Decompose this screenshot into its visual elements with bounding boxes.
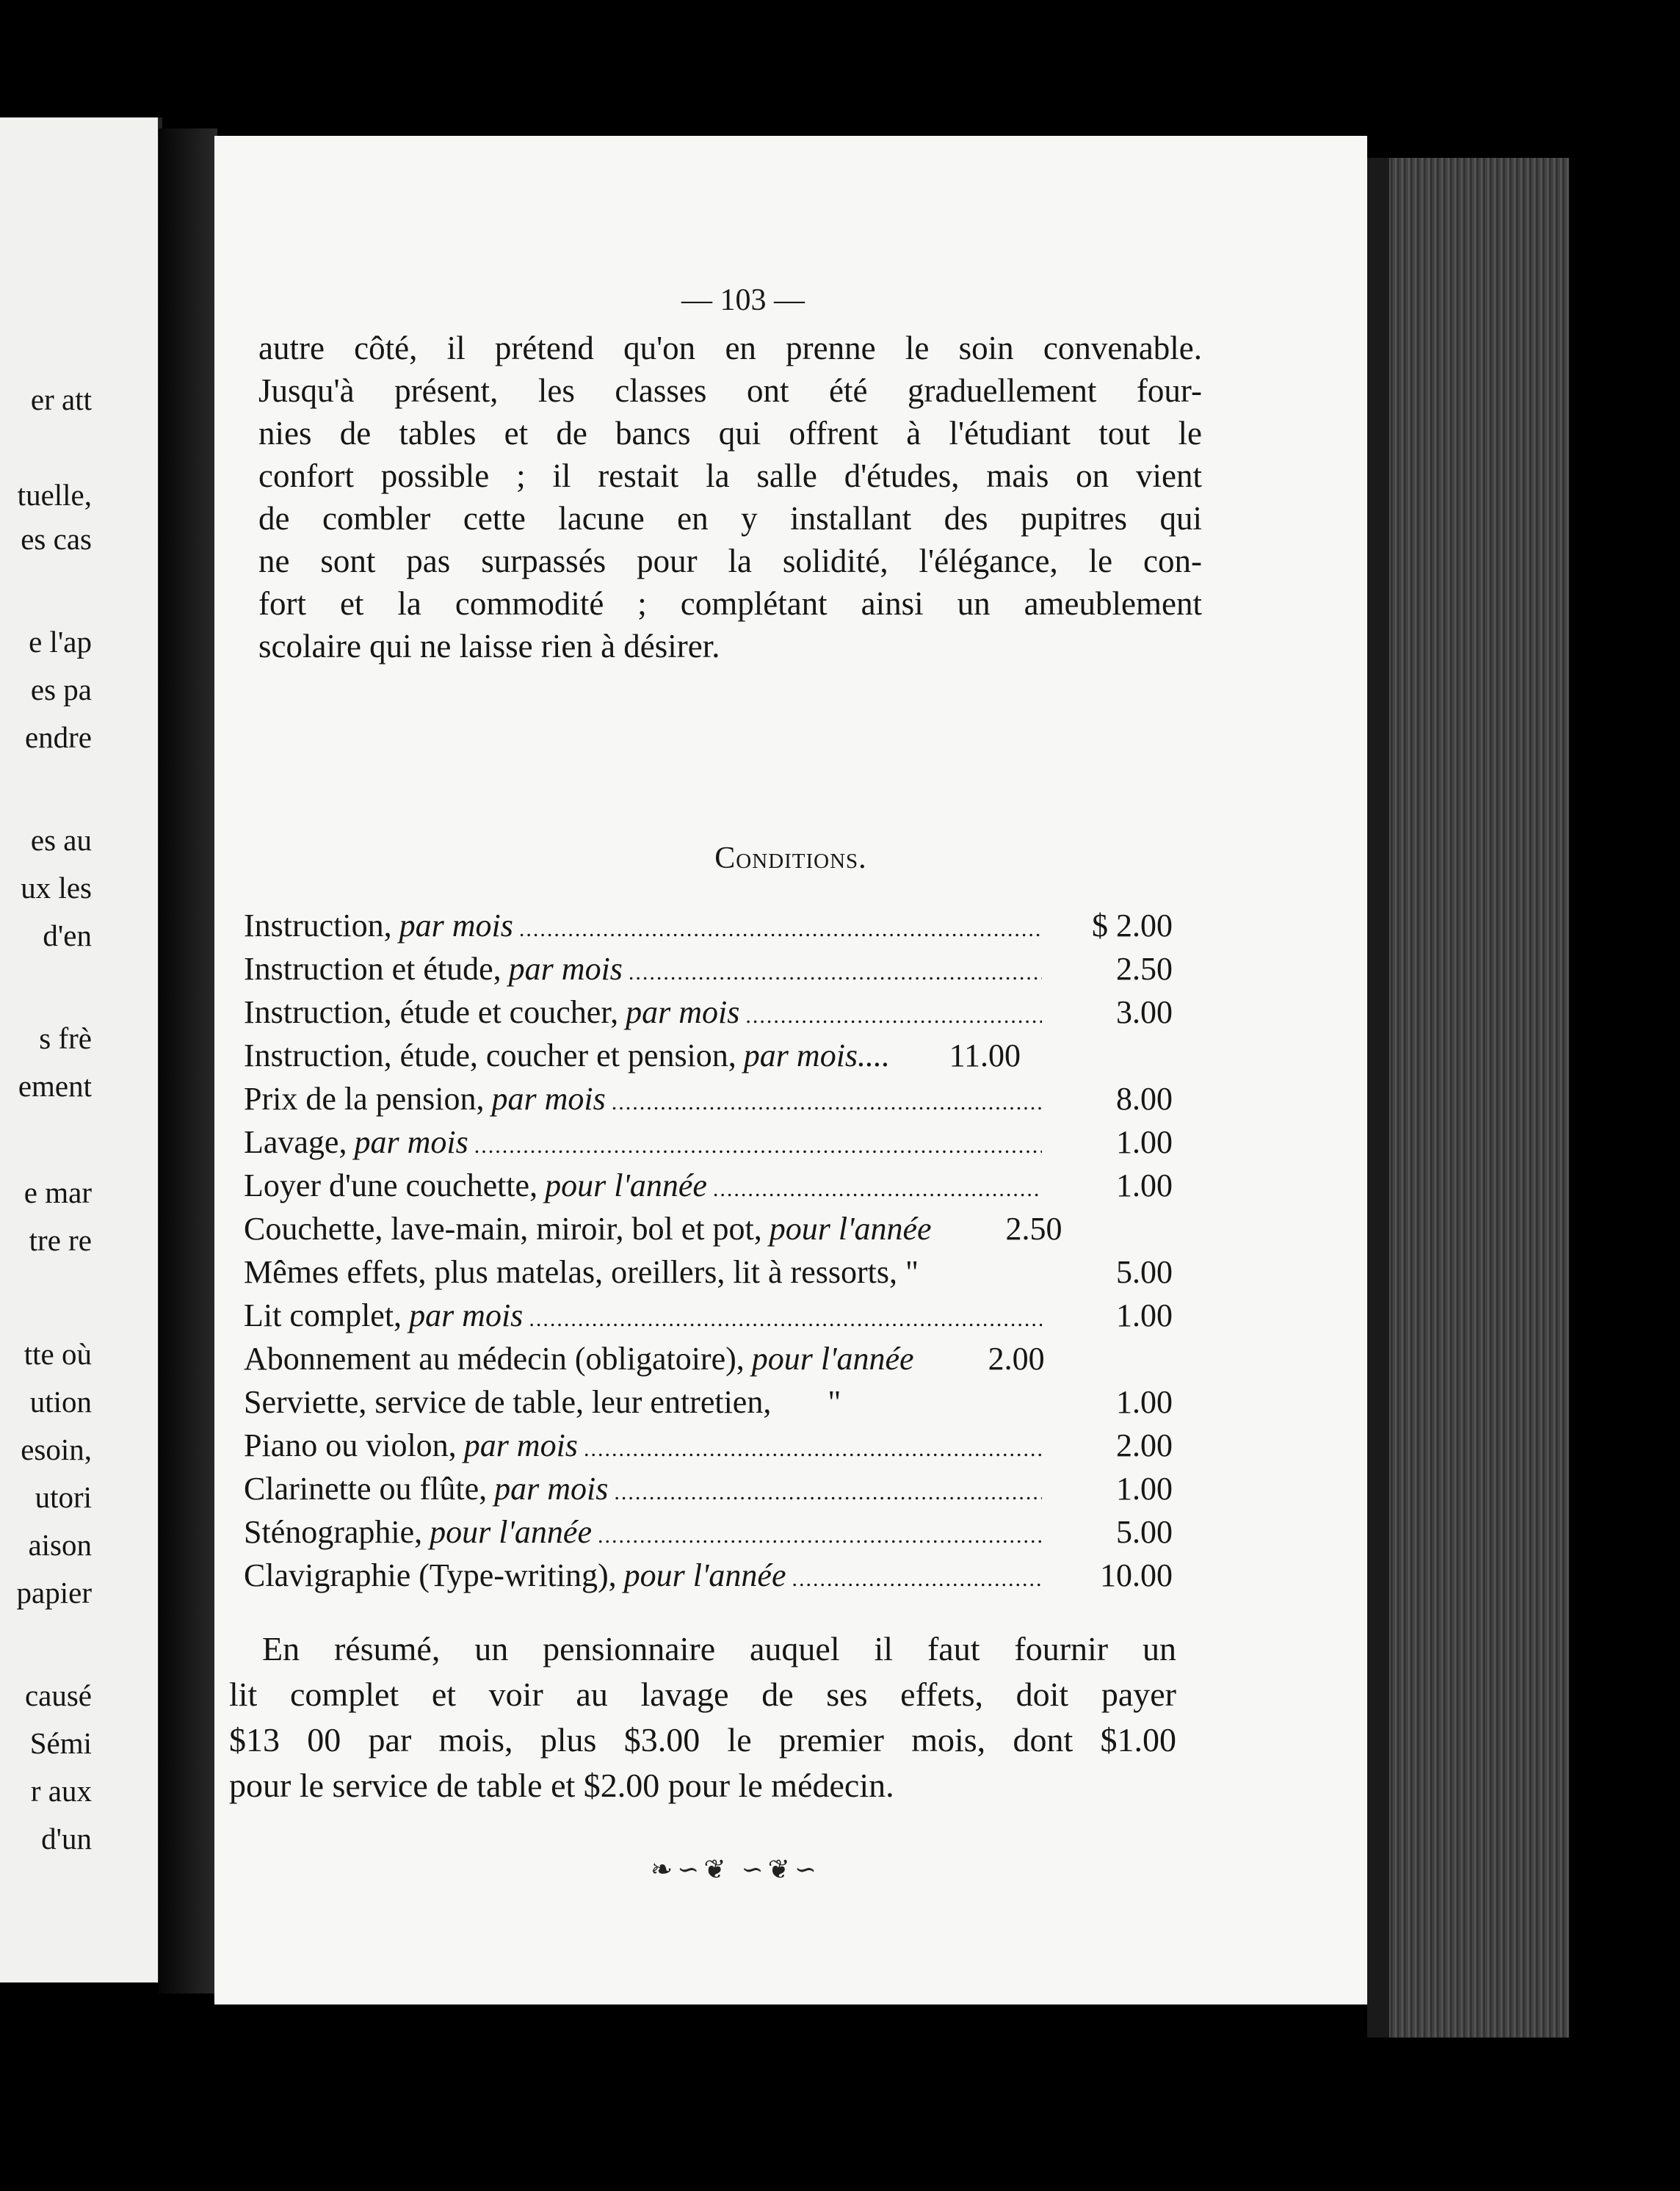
left-page-fragment: aison	[28, 1528, 92, 1562]
price-value: 3.00	[1116, 994, 1173, 1030]
prose-line: autre côté, il prétend qu'on en prenne le soin convenable.	[258, 330, 1202, 366]
price-value: 1.00	[1116, 1384, 1173, 1420]
price-row	[244, 1427, 1173, 1470]
left-page-fragment: es pa	[30, 673, 92, 706]
book-page	[214, 136, 1367, 2005]
price-item-label: Prix de la pension,	[244, 1081, 485, 1117]
dot-leader	[612, 1090, 1042, 1115]
price-value: 1.00	[1116, 1167, 1173, 1203]
left-page-fragment: d'un	[41, 1822, 92, 1855]
price-item-label: Abonnement au médecin (obligatoire),	[244, 1341, 745, 1377]
dot-leader	[713, 1177, 1042, 1202]
left-page-fragment: causé	[24, 1678, 92, 1712]
dot-leader	[584, 1437, 1042, 1462]
book-edge-shadow	[1367, 158, 1389, 2038]
price-item-unit: par mois	[491, 1081, 606, 1117]
price-item-label: Clavigraphie (Type-writing),	[244, 1557, 617, 1593]
price-item-label: Sténographie,	[244, 1514, 423, 1550]
price-item-unit: par mois	[508, 951, 623, 987]
price-item-label: Instruction, étude et coucher,	[244, 994, 619, 1030]
price-item-unit: pour l'année	[430, 1514, 592, 1550]
dot-leader	[529, 1307, 1042, 1332]
left-page-fragment: utori	[35, 1480, 92, 1514]
price-item-label: Serviette, service de table, leur entretien, "	[244, 1384, 841, 1420]
price-row	[244, 1210, 1173, 1253]
summary-line: En résumé, un pensionnaire auquel il faut fournir un	[262, 1630, 1176, 1667]
price-row	[244, 1253, 1173, 1297]
price-value: 8.00	[1116, 1081, 1173, 1117]
price-item-unit: pour l'année	[769, 1211, 932, 1247]
prose-line: de combler cette lacune en y installant des pupitres qui	[258, 500, 1202, 537]
left-page-fragment: es au	[30, 823, 92, 857]
dot-leader	[629, 960, 1042, 985]
left-page-fragment: tte où	[23, 1337, 92, 1371]
summary-line: $13 00 par mois, plus $3.00 le premier mois, dont $1.00	[229, 1721, 1176, 1759]
price-item-unit: par mois	[626, 994, 740, 1030]
price-value: 2.00	[1116, 1427, 1173, 1463]
left-page-fragment: endre	[24, 720, 92, 754]
prose-line: Jusqu'à présent, les classes ont été graduellement four-	[258, 372, 1202, 409]
left-page-fragment: esoin,	[21, 1433, 92, 1466]
dot-leader	[474, 1134, 1042, 1159]
price-row	[244, 1470, 1173, 1513]
price-row	[244, 1080, 1173, 1123]
price-item-label: Instruction, étude, coucher et pension,	[244, 1037, 736, 1073]
dot-leader	[745, 1004, 1042, 1029]
decorative-ornament: ❧∽❦ ∽❦∽	[651, 1855, 821, 1884]
price-row	[244, 1123, 1173, 1167]
price-row	[244, 1297, 1173, 1340]
dot-leader	[598, 1524, 1042, 1549]
price-row	[244, 1513, 1173, 1557]
price-row	[244, 1037, 1173, 1080]
price-value: 5.00	[1116, 1254, 1173, 1290]
prose-line: ne sont pas surpassés pour la solidité, l'élégance, le con-	[258, 543, 1202, 579]
dot-leader	[792, 1567, 1042, 1592]
price-value: 1.00	[1116, 1124, 1173, 1160]
page-number: — 103 —	[681, 283, 805, 317]
dot-leader	[614, 1480, 1042, 1505]
prose-line: nies de tables et de bancs qui offrent à l'étudiant tout le	[258, 415, 1202, 452]
summary-paragraph	[229, 1626, 1176, 1808]
prose-line: confort possible ; il restait la salle d'études, mais on vient	[258, 457, 1202, 494]
price-value: 10.00	[1100, 1557, 1173, 1593]
price-item-unit: pour l'année	[545, 1167, 707, 1203]
prose-line: scolaire qui ne laisse rien à désirer.	[258, 628, 720, 664]
price-item-unit: par mois	[409, 1297, 524, 1333]
price-item-label: Lit complet,	[244, 1297, 402, 1333]
price-item-unit: par mois....	[743, 1037, 891, 1073]
left-page-fragment: d'en	[43, 919, 92, 952]
price-value: 1.00	[1116, 1297, 1173, 1333]
left-page-fragment: ution	[29, 1385, 92, 1419]
price-value: 2.00	[988, 1341, 1045, 1377]
price-item-unit: pour l'année	[751, 1341, 914, 1377]
price-item-unit: par mois	[399, 908, 513, 944]
left-page-fragment: papier	[16, 1576, 92, 1609]
price-item-unit: par mois	[463, 1427, 578, 1463]
price-value: $ 2.00	[1092, 908, 1173, 944]
left-page-fragment: er att	[30, 383, 92, 416]
price-row	[244, 907, 1173, 950]
left-page-fragment: e mar	[23, 1176, 92, 1209]
price-item-unit: par mois	[494, 1471, 609, 1507]
price-item-label: Mêmes effets, plus matelas, oreillers, lit à ressorts, "	[244, 1254, 919, 1290]
left-page-fragment: e l'ap	[29, 625, 92, 659]
price-row	[244, 993, 1173, 1037]
price-item-label: Lavage,	[244, 1124, 347, 1160]
price-item-label: Couchette, lave-main, miroir, bol et pot,	[244, 1211, 762, 1247]
conditions-price-list	[244, 907, 1173, 1600]
price-value: 2.50	[1116, 951, 1173, 987]
price-item-label: Clarinette ou flûte,	[244, 1471, 488, 1507]
previous-page	[0, 117, 162, 1982]
intro-paragraph	[258, 327, 1202, 667]
price-value: 5.00	[1116, 1514, 1173, 1550]
left-page-fragment: es cas	[21, 522, 92, 556]
price-item-label: Loyer d'une couchette,	[244, 1167, 538, 1203]
left-page-fragment: tuelle,	[17, 478, 92, 512]
price-item-unit: par mois	[354, 1124, 468, 1160]
book-gutter	[159, 128, 217, 1993]
price-item-label: Instruction,	[244, 908, 392, 944]
left-page-fragment: Sémi	[29, 1726, 92, 1760]
price-row	[244, 1167, 1173, 1210]
summary-line: lit complet et voir au lavage de ses effets, doit payer	[229, 1676, 1176, 1713]
book-page-edges	[1367, 158, 1569, 2038]
price-item-label: Instruction et étude,	[244, 951, 502, 987]
conditions-heading: Conditions.	[714, 841, 867, 875]
summary-line: pour le service de table et $2.00 pour le médecin.	[229, 1767, 894, 1804]
price-row	[244, 1557, 1173, 1600]
left-page-fragment: s frè	[39, 1021, 92, 1055]
price-item-label: Piano ou violon,	[244, 1427, 457, 1463]
left-page-fragment: ux les	[21, 871, 92, 905]
left-page-fragment: tre re	[29, 1223, 92, 1257]
price-row	[244, 1340, 1173, 1383]
price-row	[244, 950, 1173, 993]
left-page-fragment: ement	[18, 1069, 92, 1103]
dot-leader	[519, 917, 1042, 942]
price-value: 11.00	[949, 1037, 1021, 1073]
price-row	[244, 1383, 1173, 1427]
left-page-fragment: r aux	[30, 1774, 92, 1808]
prose-line: fort et la commodité ; complétant ainsi un ameublement	[258, 585, 1202, 622]
price-item-unit: pour l'année	[623, 1557, 786, 1593]
price-value: 1.00	[1116, 1471, 1173, 1507]
price-value: 2.50	[1005, 1211, 1062, 1247]
